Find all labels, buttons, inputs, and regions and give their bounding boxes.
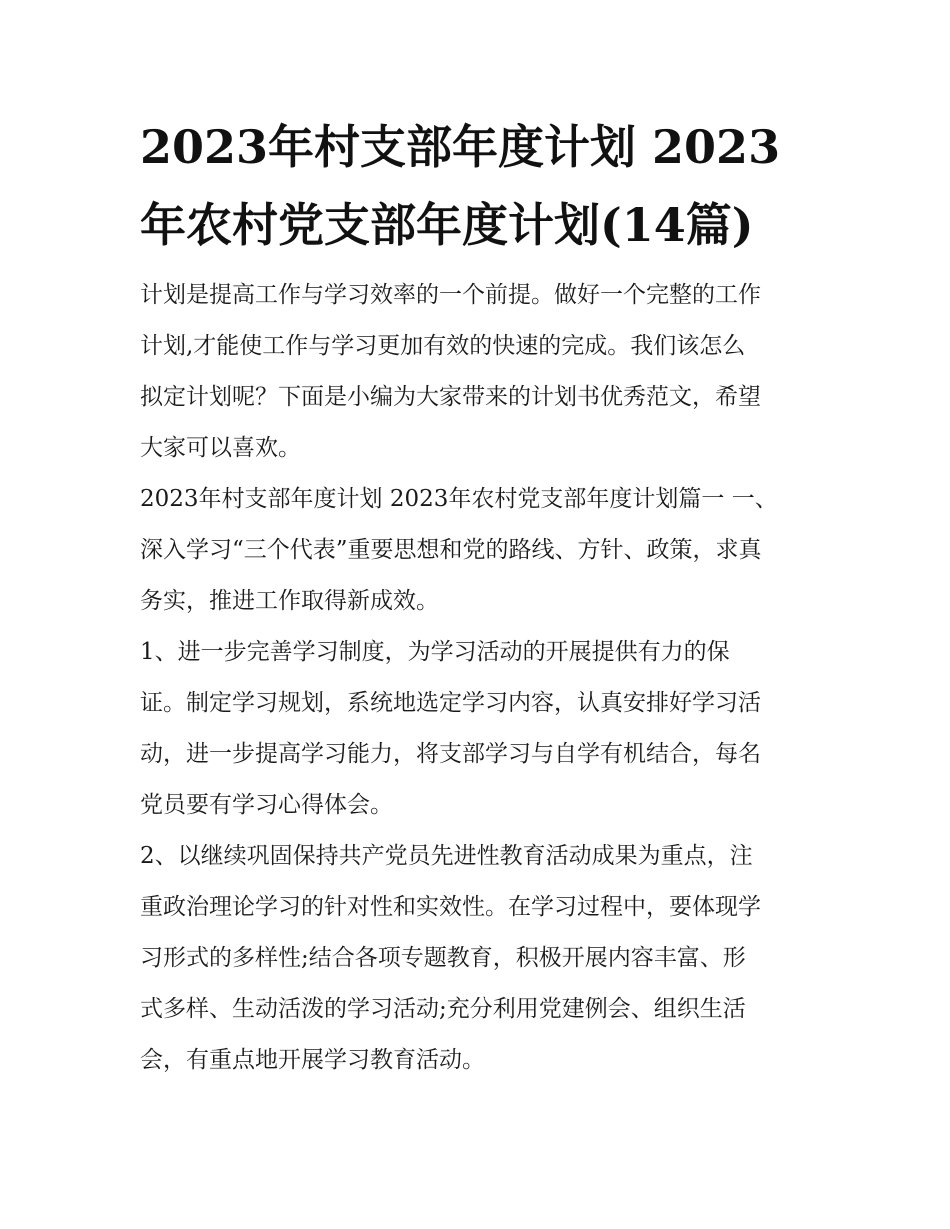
text-line: 习形式的多样性;结合各项专题教育，积极开展内容丰富、形 [140, 945, 746, 971]
text-line: 重政治理论学习的针对性和实效性。在学习过程中，要体现学 [140, 894, 761, 920]
text-line: 2、以继续巩固保持共产党员先进性教育活动成果为重点，注 [140, 843, 753, 869]
text-line: 1、进一步完善学习制度，为学习活动的开展提供有力的保 [140, 639, 730, 665]
text-line: 大家可以喜欢。 [140, 435, 301, 461]
text-line: 2023年村支部年度计划 2023年农村党支部年度计划篇一 一、 [140, 486, 778, 512]
text-line: 深入学习“三个代表”重要思想和党的路线、方针、政策，求真 [140, 537, 762, 563]
paragraph-item-1 [140, 627, 830, 831]
text-line: 会，有重点地开展学习教育活动。 [140, 1047, 485, 1073]
text-line: 式多样、生动活泼的学习活动;充分利用党建例会、组织生活 [140, 996, 746, 1022]
text-line: 证。制定学习规划，系统地选定学习内容，认真安排好学习活 [140, 690, 761, 716]
text-line: 计划是提高工作与学习效率的一个前提。做好一个完整的工作 [140, 282, 761, 308]
paragraph-item-2 [140, 831, 830, 1086]
text-line: 务实，推进工作取得新成效。 [140, 588, 439, 614]
document-body [140, 270, 830, 1086]
text-line: 动，进一步提高学习能力，将支部学习与自学有机结合，每名 [140, 741, 761, 767]
paragraph-intro [140, 270, 830, 474]
text-line: 党员要有学习心得体会。 [140, 792, 393, 818]
document-title [140, 108, 830, 264]
title-line-1: 2023年村支部年度计划 2023 [140, 120, 781, 174]
title-line-2: 年农村党支部年度计划(14篇) [140, 198, 754, 252]
paragraph-section-heading [140, 474, 830, 627]
document-content [140, 108, 830, 1086]
text-line: 计划,才能使工作与学习更加有效的快速的完成。我们该怎么 [140, 333, 746, 359]
text-line: 拟定计划呢？下面是小编为大家带来的计划书优秀范文，希望 [140, 384, 761, 410]
